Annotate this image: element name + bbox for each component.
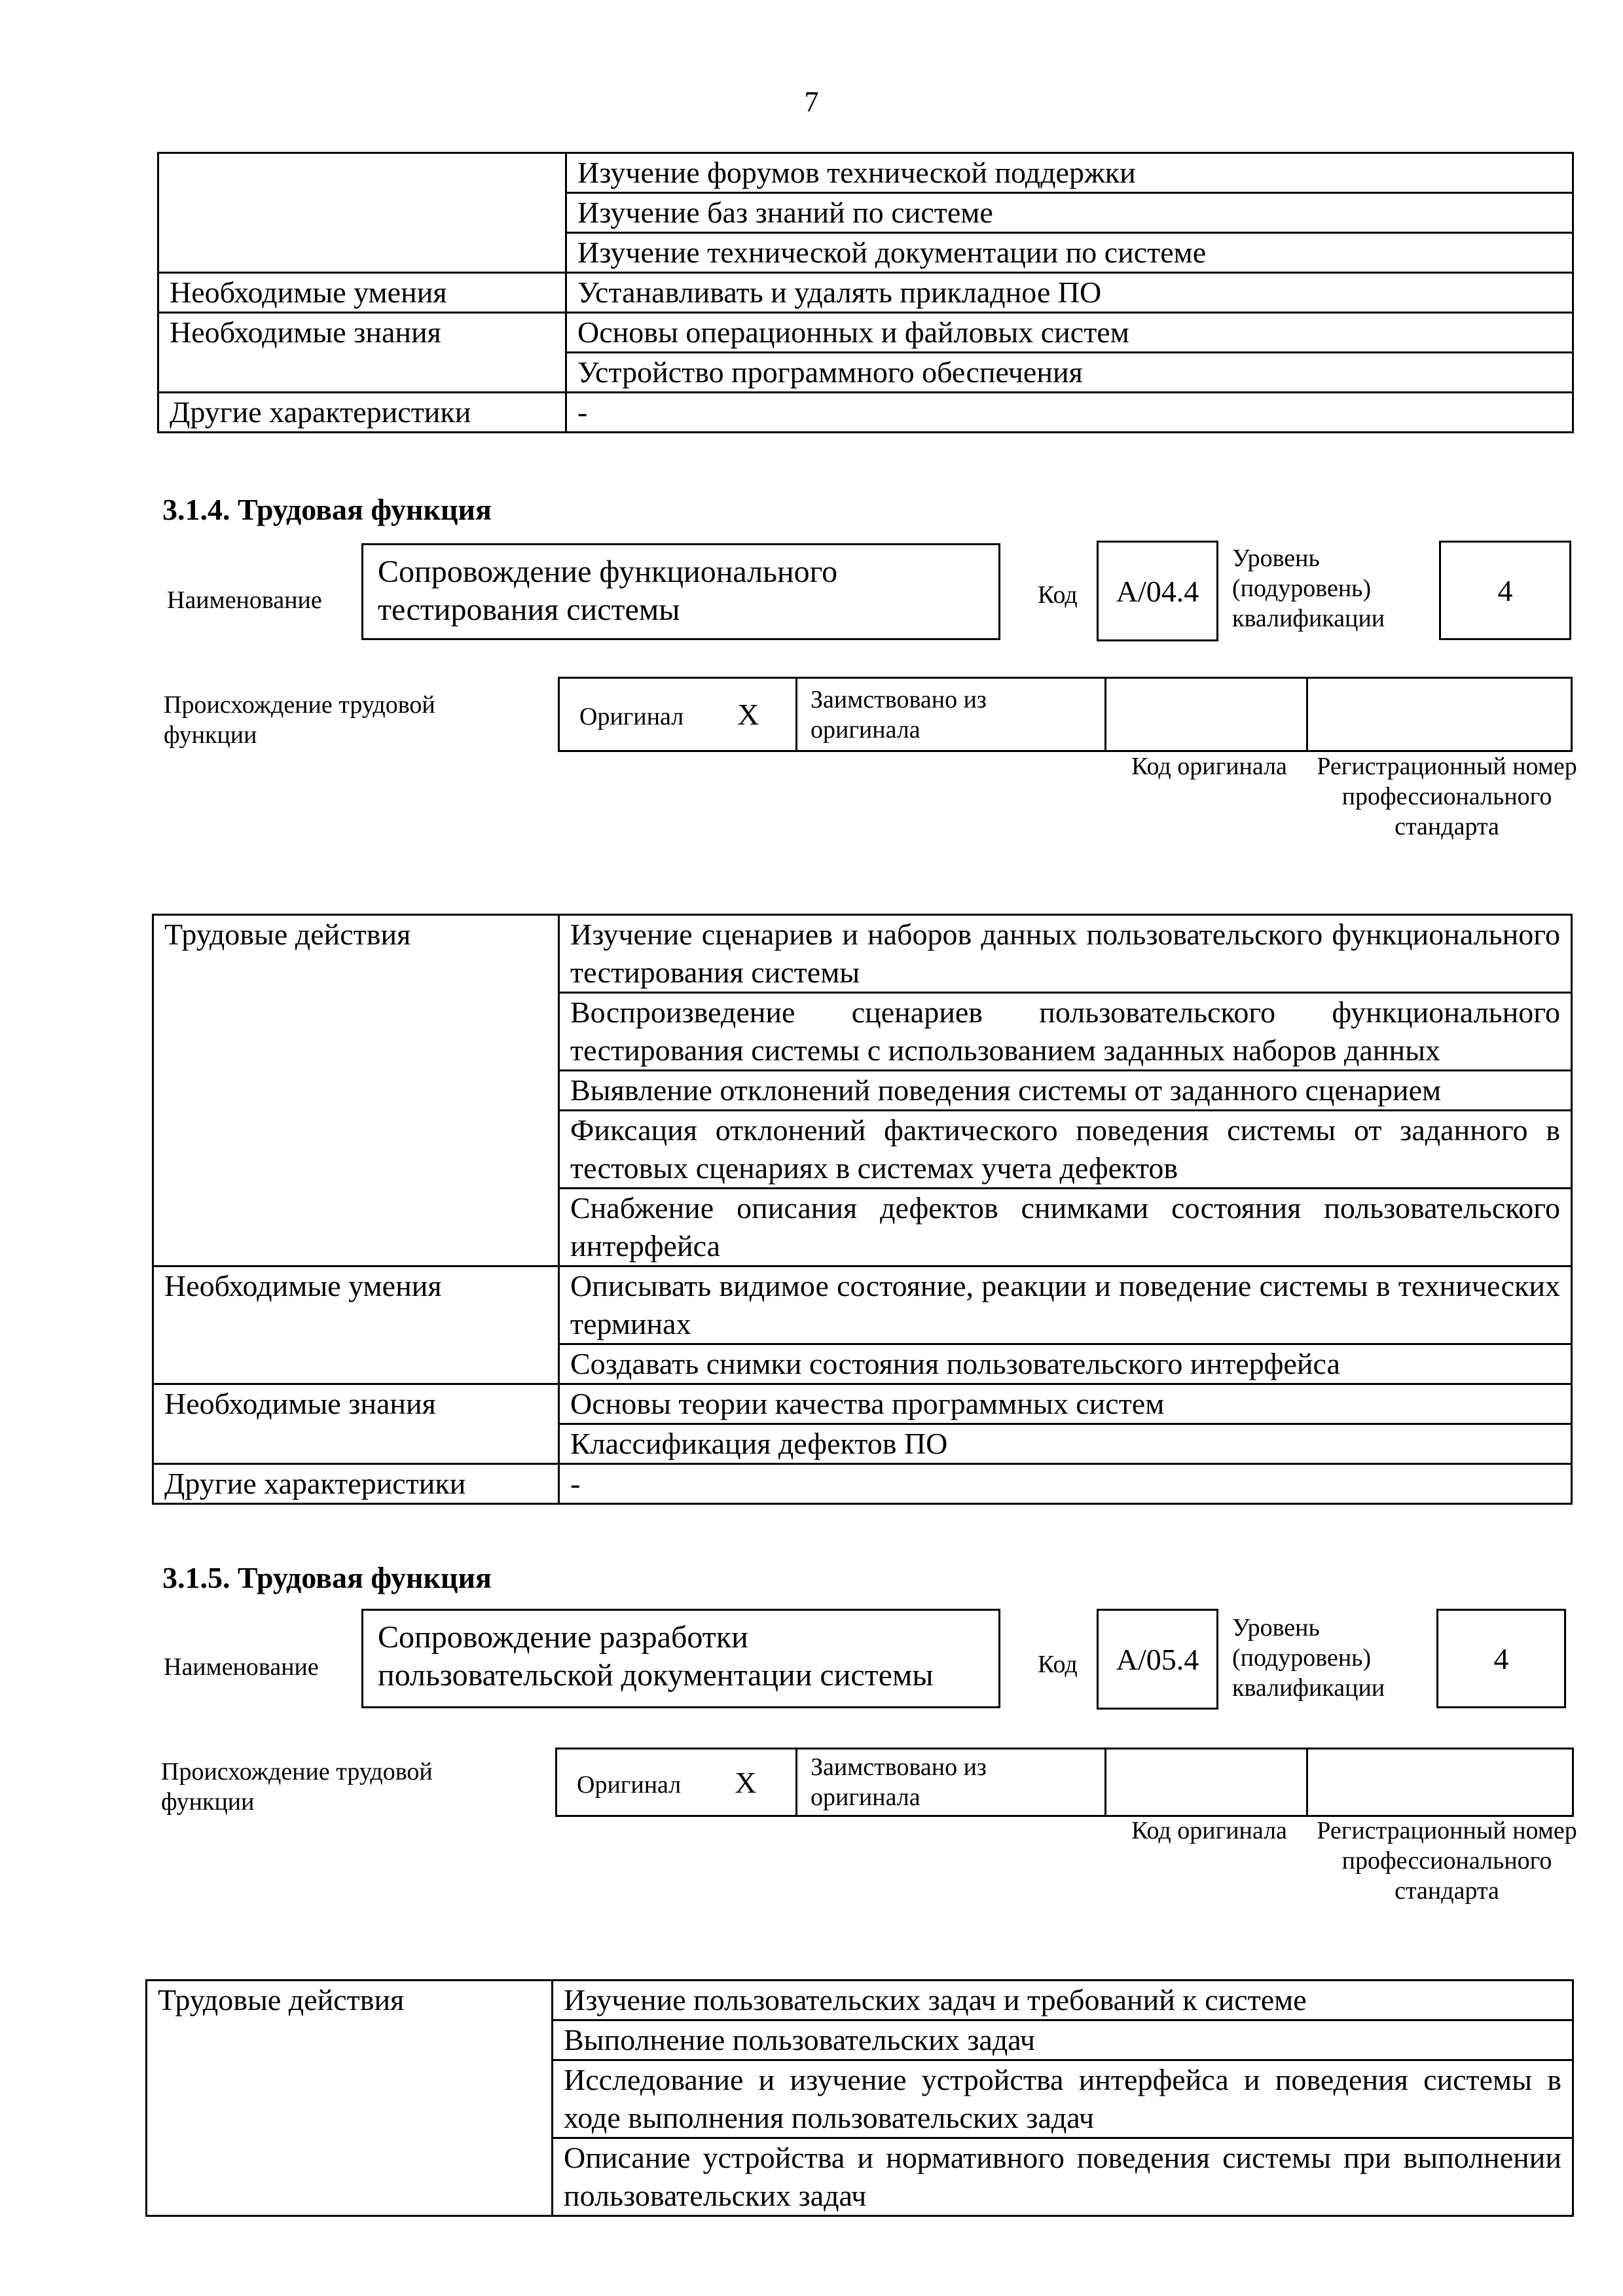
origin-table [558,677,1573,752]
function-name: Сопровождение разработки пользовательской документации системы [378,1620,934,1693]
other-value: - [559,1464,1572,1504]
labor-action: Исследование и изучение устройства интерфейса и поведения системы в ходе выполнения пользовательских задач [553,2060,1573,2138]
code-value: A/04.4 [1116,575,1199,608]
labor-actions-label: Трудовые действия [153,915,559,1266]
code-original-cell [1106,678,1307,751]
borrowed-cell [797,678,1106,751]
level-box [1439,541,1571,640]
page-number: 7 [804,86,819,118]
knowledge-label: Необходимые знания [153,1384,559,1464]
labor-action: Выполнение пользовательских задач [553,2020,1573,2060]
labor-action: Фиксация отклонений фактического поведения системы от заданного в тестовых сценариях в системах учета дефектов [559,1111,1572,1189]
labor-table-314 [152,914,1573,1505]
code-original-cell [1106,1749,1307,1816]
origin-table [555,1748,1574,1817]
table-label-cell: Другие характеристики [158,393,566,433]
code-value: A/05.4 [1116,1643,1199,1676]
borrowed-label: Заимствовано из оригинала [811,685,987,744]
level-label: Уровень (подуровень) квалификации [1232,545,1385,632]
table-value-cell: Основы операционных и файловых систем [566,313,1573,353]
function-name-box [361,1609,1000,1708]
table-value-cell: - [566,393,1573,433]
original-label: Оригинал [577,1770,682,1799]
reg-number-cell [1307,678,1572,751]
level-box [1436,1609,1566,1708]
table-value-cell: Изучение форумов технической поддержки [566,153,1573,193]
code-box [1097,541,1218,641]
code-original-caption: Код оригинала [1131,1817,1287,1844]
reg-number-caption: Регистрационный номер профессионального стандарта [1317,753,1577,840]
reg-number-caption: Регистрационный номер профессионального стандарта [1317,1817,1577,1905]
top-table [157,152,1574,433]
labor-action: Выявление отклонений поведения системы от заданного сценарием [559,1071,1572,1111]
original-mark: X [737,698,759,731]
code-label: Код [1038,581,1078,609]
code-original-caption: Код оригинала [1131,753,1287,780]
original-label: Оригинал [579,703,684,730]
original-cell [559,678,797,751]
labor-action: Изучение пользовательских задач и требований к системе [553,1981,1573,2020]
table-label-cell: Необходимые знания [158,313,566,393]
labor-action: Воспроизведение сценариев пользовательского функционального тестирования системы с использованием заданных наборов данных [559,993,1572,1071]
function-name-box [361,543,1000,640]
original-cell [556,1749,797,1816]
knowledge-item: Классификация дефектов ПО [559,1424,1572,1464]
origin-label: Происхождение трудовой функции [164,691,435,749]
level-label: Уровень (подуровень) квалификации [1232,1614,1385,1702]
labor-action: Изучение сценариев и наборов данных пользовательского функционального тестирования системы [559,915,1572,993]
table-value-cell: Устройство программного обеспечения [566,353,1573,393]
name-label: Наименование [164,1653,319,1681]
section-title: 3.1.5. Трудовая функция [162,1561,492,1594]
borrowed-cell [797,1749,1106,1816]
origin-label: Происхождение трудовой функции [161,1758,433,1816]
table-label-cell [158,153,566,273]
level-value: 4 [1493,1642,1509,1676]
code-box [1097,1609,1218,1710]
section-title: 3.1.4. Трудовая функция [162,493,492,526]
other-label: Другие характеристики [153,1464,559,1504]
skill-item: Создавать снимки состояния пользовательского интерфейса [559,1344,1572,1384]
reg-number-cell [1307,1749,1573,1816]
skills-label: Необходимые умения [153,1266,559,1384]
level-value: 4 [1497,574,1513,607]
labor-table-315 [145,1979,1574,2217]
knowledge-item: Основы теории качества программных систем [559,1384,1572,1424]
function-name: Сопровождение функционального тестирования системы [378,554,838,627]
name-label: Наименование [167,586,322,614]
table-value-cell: Изучение технической документации по системе [566,233,1573,273]
labor-action: Описание устройства и нормативного поведения системы при выполнении пользовательских задач [553,2138,1573,2216]
labor-actions-label: Трудовые действия [147,1981,553,2216]
labor-action: Снабжение описания дефектов снимками состояния пользовательского интерфейса [559,1189,1572,1266]
original-mark: X [735,1765,757,1799]
code-label: Код [1038,1651,1078,1678]
table-label-cell: Необходимые умения [158,273,566,313]
borrowed-label: Заимствовано из оригинала [811,1753,987,1811]
table-value-cell: Изучение баз знаний по системе [566,193,1573,233]
skill-item: Описывать видимое состояние, реакции и поведение системы в технических терминах [559,1266,1572,1344]
table-value-cell: Устанавливать и удалять прикладное ПО [566,273,1573,313]
